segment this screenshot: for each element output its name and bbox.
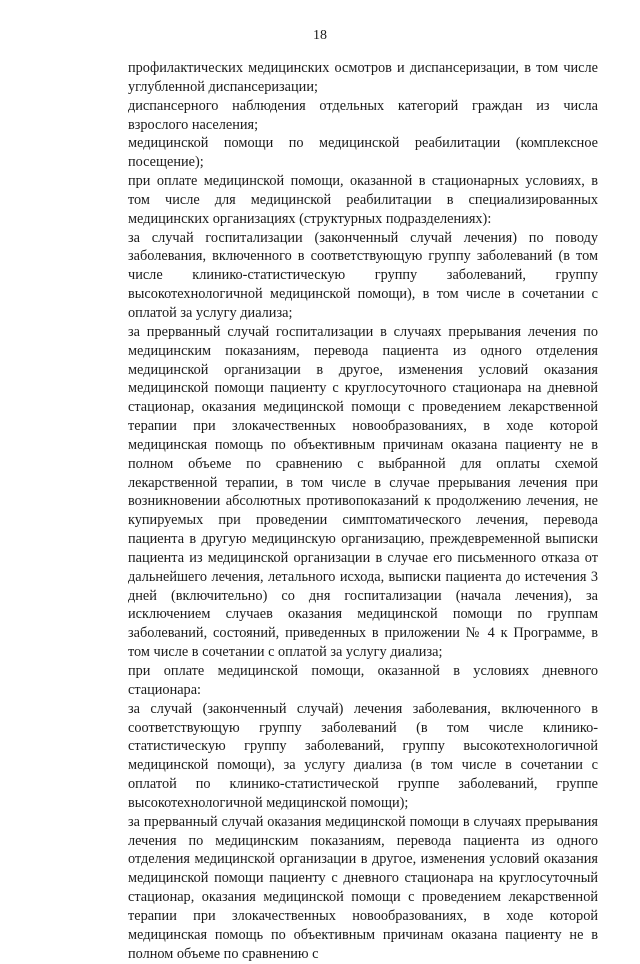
paragraph-hospitalization-case: за случай госпитализации (законченный случай лечения) по поводу заболевания, включенного в соответствующую группу заболеваний (в том числе клинико-статистическую группу заболеваний, группу высокотехнологичной медицинской помощи), в том числе в сочетании с оплатой за услугу диализа; [128,229,598,321]
paragraph-interrupted-hospitalization: за прерванный случай госпитализации в случаях прерывания лечения по медицинским показаниям, перевода пациента из одного отделения медицинской организации в другое, изменения условий оказания медицинской помощи пациенту с круглосуточного стационара на дневной стационар, оказания медицинской помощи с проведением лекарственной терапии при злокачественных новообразованиях, в ходе которой медицинская помощь по объективным причинам оказана пациенту не в полном объеме по сравнению с выбранной для оплаты схемой лекарственной терапии, в том числе в случае прерывания лечения при возникновении абсолютных противопоказаний к продолжению лечения, не купируемых при проведении симптоматического лечения, перевода пациента в другую медицинскую организацию, преждевременной выписки пациента из медицинской организации в случае его письменного отказа от дальнейшего лечения, летального исхода, выписки пациента до истечения 3 дней (включительно) со дня госпитализации (начала лечения), за исключением случаев оказания медицинской помощи по группам заболеваний, состояний, приведенных в приложении № 4 к Программе, в том числе в сочетании с оплатой за услугу диализа; [128,323,598,661]
page-number: 18 [313,28,327,43]
paragraph-inpatient-payment: при оплате медицинской помощи, оказанной в стационарных условиях, в том числе для медицинской реабилитации в специализированных медицинских организациях (структурных подразделениях): [128,173,598,227]
paragraph-rehabilitation-visit: медицинской помощи по медицинской реабилитации (комплексное посещение); [128,135,598,171]
paragraph-interrupted-day-hospital: за прерванный случай оказания медицинской помощи в случаях прерывания лечения по медицинским показаниям, перевода пациента из одного отделения медицинской организации в другое, изменения условий оказания медицинской помощи пациенту с дневного стационара на круглосуточный стационар, оказания медицинской помощи с проведением лекарственной терапии при злокачественных новообразованиях, в ходе которой медицинская помощь по объективным причинам оказана пациенту не в полном объеме по сравнению с [128,813,598,962]
document-body [128,59,598,964]
paragraph-dispensary-observation: диспансерного наблюдения отдельных категорий граждан из числа взрослого населения; [128,97,598,133]
paragraph-day-hospital-case: за случай (законченный случай) лечения заболевания, включенного в соответствующую группу заболеваний (в том числе клинико-статистическую группу заболеваний, группу высокотехнологичной медицинской помощи), за услугу диализа (в том числе в сочетании с оплатой по клинико-статистической группе заболеваний, группе высокотехнологичной медицинской помощи); [128,700,598,811]
paragraph-preventive-exams: профилактических медицинских осмотров и диспансеризации, в том числе углубленной диспансеризации; [128,60,598,95]
paragraph-day-hospital-payment: при оплате медицинской помощи, оказанной в условиях дневного стационара: [128,663,598,698]
